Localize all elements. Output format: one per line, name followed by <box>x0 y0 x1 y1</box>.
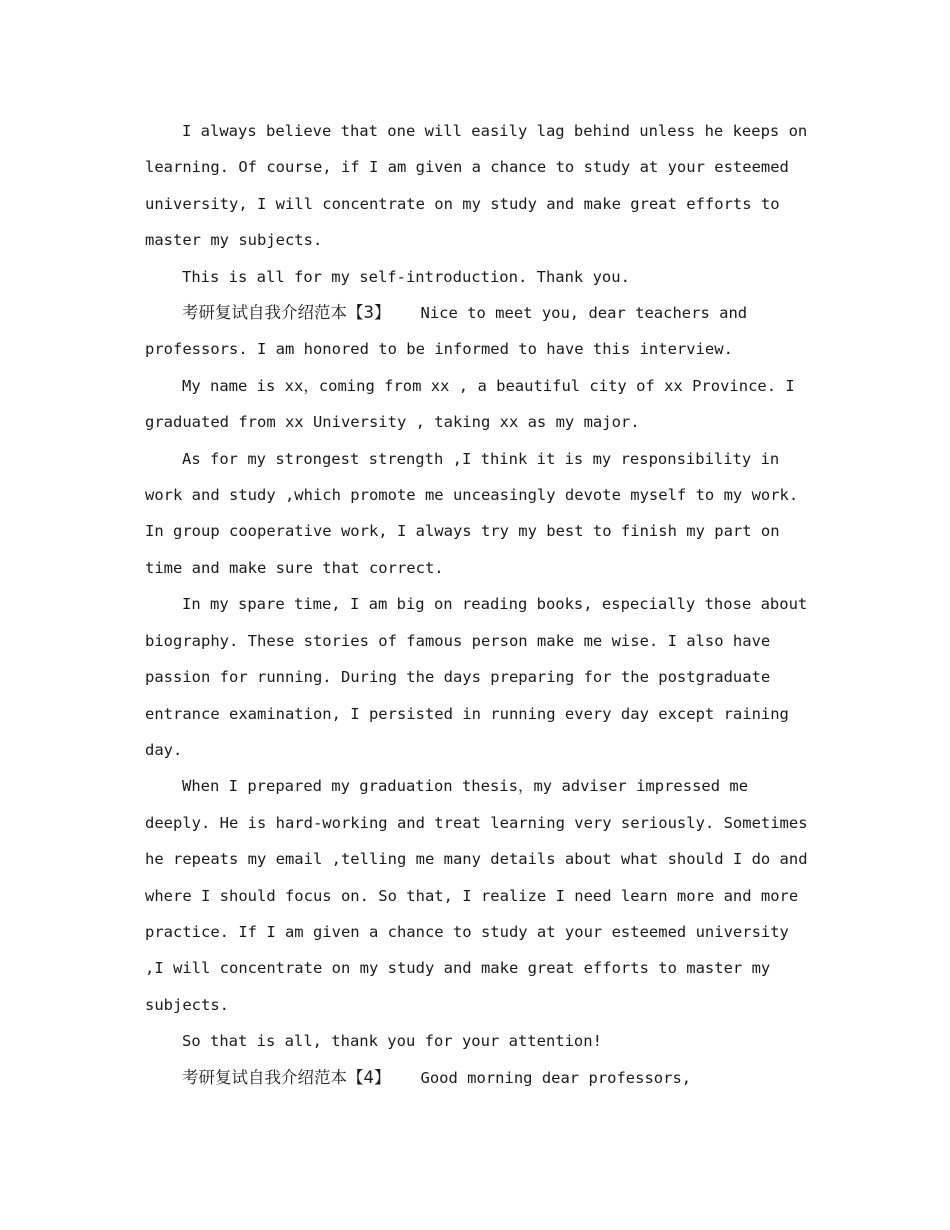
paragraph-lifelong-learning: I always believe that one will easily lag behind unless he keeps on learning. Of course, if I am given a chance to study at your esteemed university, I will concentrate on my study and make great efforts to master my subjects. <box>145 122 808 250</box>
paragraph-spare-time: In my spare time, I am big on reading books, especially those about biography. These stories of famous person make me wise. I also have passion for running. During the days preparing for the postgraduate entrance examination, I persisted in running every day except raining day. <box>145 595 808 759</box>
paragraph-name-origin: My name is xx，coming from xx , a beautiful city of xx Province. I graduated from xx University , taking xx as my major. <box>145 376 795 432</box>
sample-3-heading: 考研复试自我介绍范本【3】 <box>182 303 391 323</box>
paragraph-strength: As for my strongest strength ,I think it is my responsibility in work and study ,which promote me unceasingly devote myself to my work. In group cooperative work, I always try my best to finish my part on time and make sure that correct. <box>145 449 799 577</box>
document-body <box>145 113 815 1096</box>
paragraph-closing-thanks-1: This is all for my self-introduction. Thank you. <box>182 267 630 286</box>
paragraph-sample-3-intro: 考研复试自我介绍范本【3】 Nice to meet you, dear teachers and professors. I am honored to be informed to have this interview. <box>145 303 748 359</box>
sample-4-heading: 考研复试自我介绍范本【4】 <box>182 1067 391 1087</box>
paragraph-thesis-adviser: When I prepared my graduation thesis，my adviser impressed me deeply. He is hard-working and treat learning very seriously. Sometimes he repeats my email ,telling me many details about what should I do and where I should focus on. So that, I realize I need learn more and more practice. If I am given a chance to study at your esteemed university ,I will concentrate on my study and make great efforts to master my subjects. <box>145 777 808 1014</box>
paragraph-closing-thanks-2: So that is all, thank you for your attention! <box>182 1032 602 1051</box>
paragraph-sample-4-intro: 考研复试自我介绍范本【4】 Good morning dear professors, <box>182 1067 692 1087</box>
